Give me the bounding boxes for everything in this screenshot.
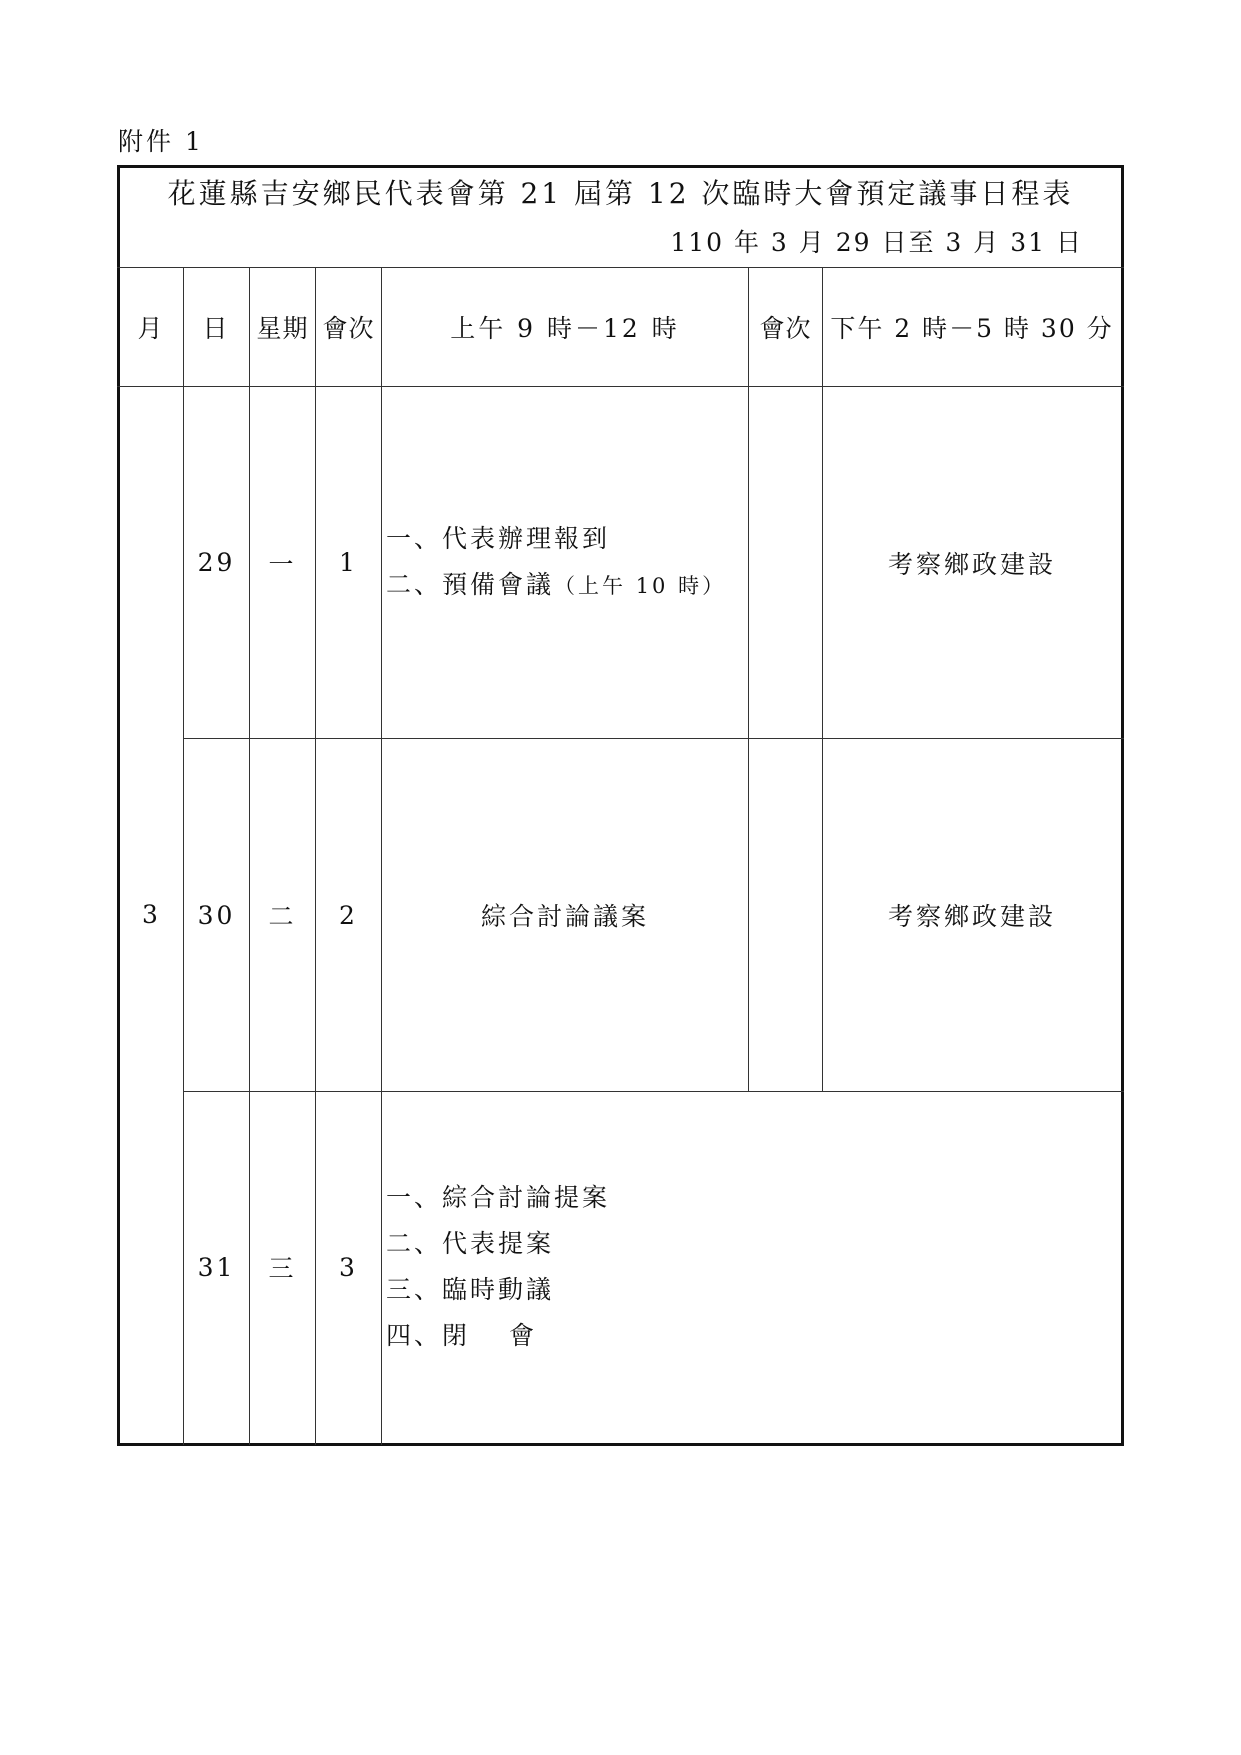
header-day: 日 xyxy=(202,314,231,343)
session-cell: 1 xyxy=(339,548,358,577)
agenda-item-note: （上午 10 時） xyxy=(554,574,727,598)
header-session-pm: 會次 xyxy=(759,314,812,343)
date-range: 110 年 3 月 29 日至 3 月 31 日 xyxy=(670,228,1083,257)
header-month: 月 xyxy=(137,314,166,343)
agenda-item: 一、代表辦理報到 xyxy=(386,524,611,553)
afternoon-cell: 考察鄉政建設 xyxy=(887,549,1056,579)
pm-session-cell xyxy=(749,739,822,1091)
agenda-item: 二、代表提案 xyxy=(386,1229,555,1258)
session-cell: 3 xyxy=(339,1252,358,1282)
weekday-cell: 三 xyxy=(268,1254,297,1283)
day-cell: 29 xyxy=(197,548,236,577)
full-day-cell xyxy=(386,1092,1116,1442)
weekday-cell: 二 xyxy=(268,902,297,931)
header-session-am: 會次 xyxy=(322,314,375,343)
header-weekday: 星期 xyxy=(256,314,309,343)
page-title: 花蓮縣吉安鄉民代表會第 21 屆第 12 次臨時大會預定議事日程表 xyxy=(167,177,1074,210)
session-cell: 2 xyxy=(339,900,358,930)
agenda-item: 三、臨時動議 xyxy=(386,1275,555,1304)
agenda-item-text: 二、預備會議 xyxy=(386,570,555,599)
header-afternoon: 下午 2 時－5 時 30 分 xyxy=(830,314,1114,343)
day-cell: 30 xyxy=(197,900,236,930)
month-cell: 3 xyxy=(142,900,161,929)
morning-cell: 綜合討論議案 xyxy=(480,902,649,931)
morning-cell xyxy=(386,387,746,738)
header-morning: 上午 9 時－12 時 xyxy=(450,314,680,343)
pm-session-cell xyxy=(749,387,822,738)
agenda-item: 一、綜合討論提案 xyxy=(386,1183,611,1212)
afternoon-cell: 考察鄉政建設 xyxy=(887,902,1056,931)
weekday-cell: 一 xyxy=(268,549,297,579)
agenda-item xyxy=(386,562,726,609)
attachment-label: 附件 1 xyxy=(118,127,204,156)
agenda-item: 四、閉 會 xyxy=(386,1321,537,1350)
day-cell: 31 xyxy=(197,1252,236,1282)
